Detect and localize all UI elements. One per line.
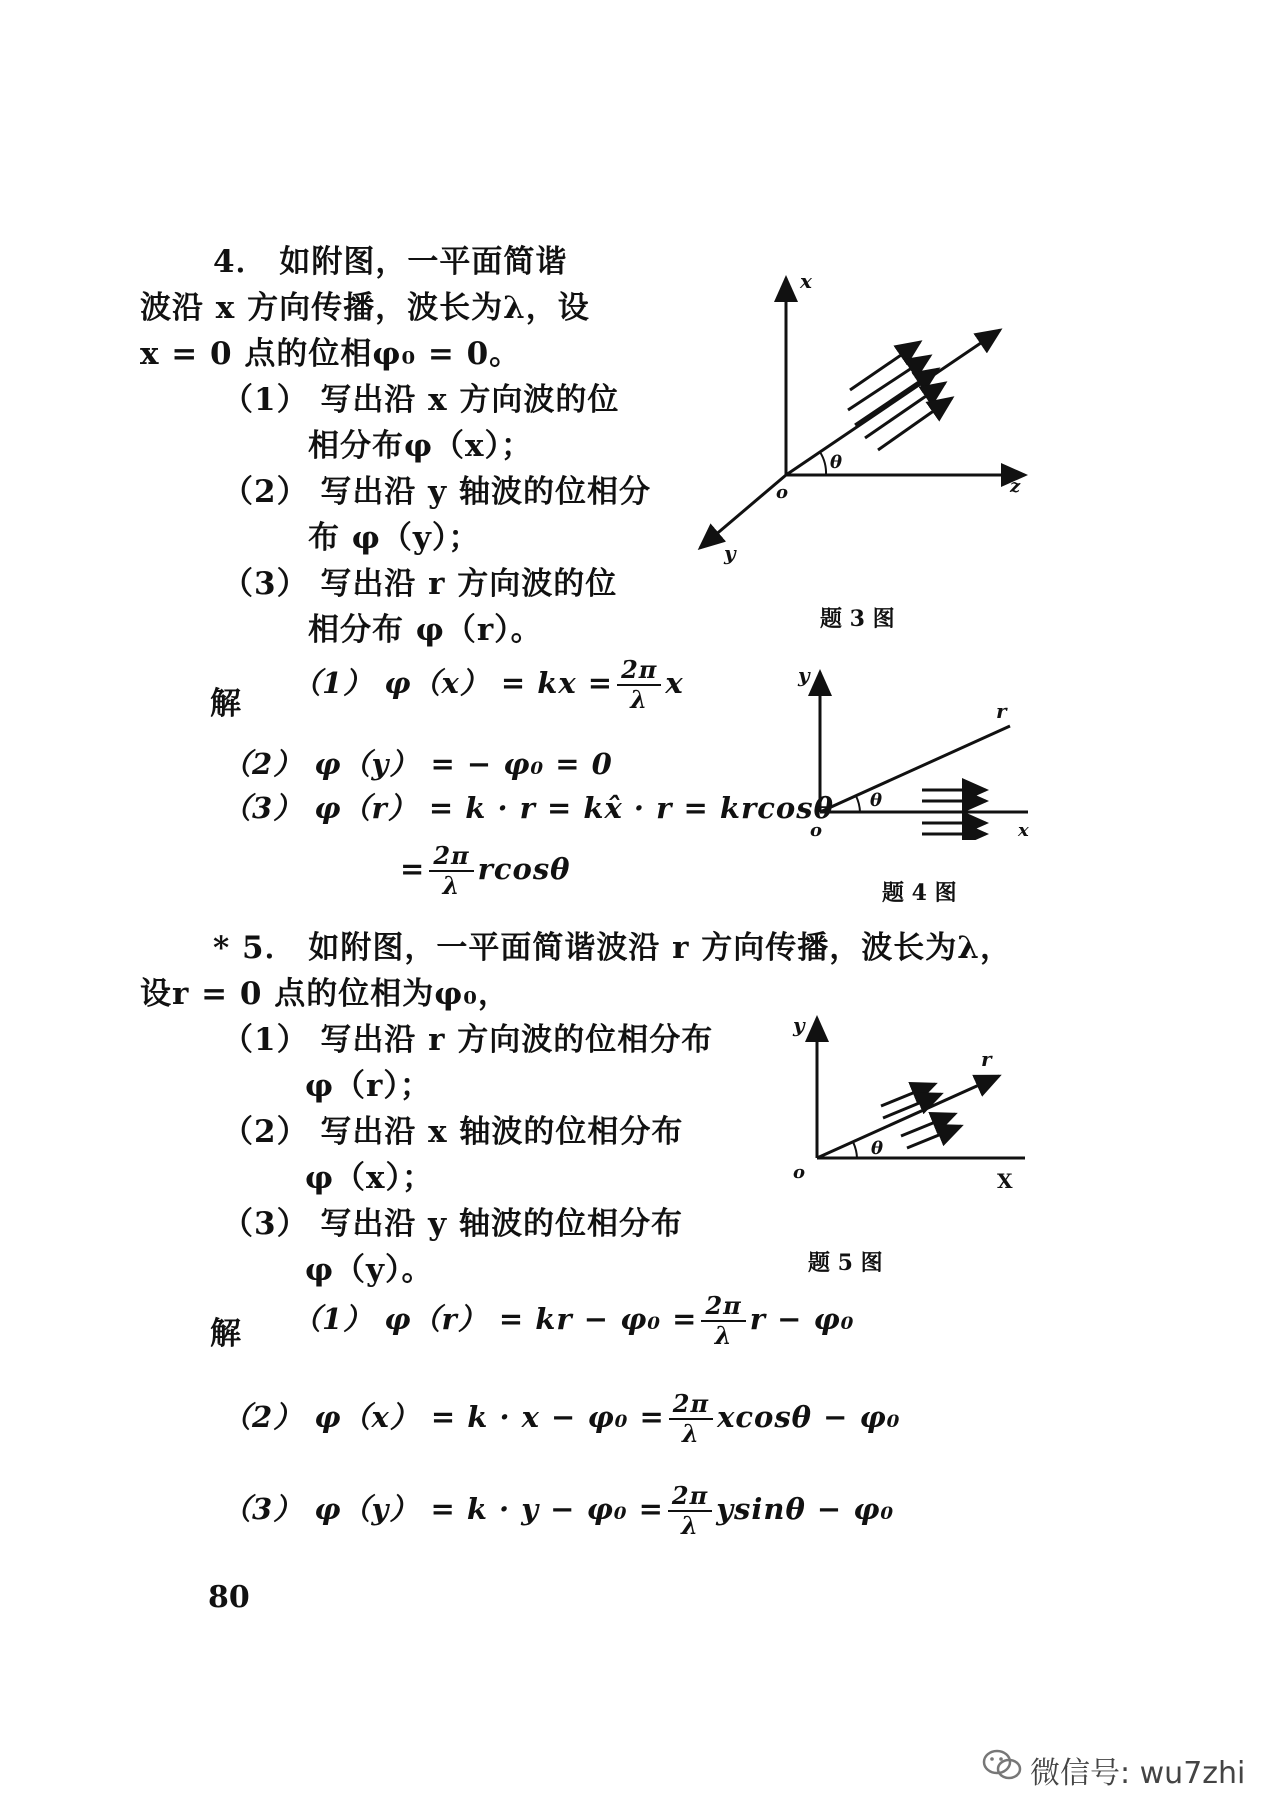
solution5-eq3-lhs: （3） φ（y） = k · y − φ₀ = (222, 1492, 664, 1526)
solution5-eq3 (222, 1481, 895, 1540)
problem5-q1a: （1） 写出沿 r 方向波的位相分布 (222, 1022, 714, 1058)
solution4-eq3: （3） φ（r） = k · r = kx̂ · r = krcosθ (222, 791, 834, 825)
solution5-eq1-rhs: r − φ₀ (749, 1302, 855, 1336)
figure-3-diagram (680, 270, 1060, 570)
problem4-q3a: （3） 写出沿 r 方向波的位 (222, 566, 618, 602)
fraction: $\frac{2\pi}{\lambda}$ (429, 844, 473, 898)
solution4-label: 解 (210, 686, 242, 722)
fig4-label-r: r (996, 699, 1007, 723)
problem5-line2: 设r = 0 点的位相为φ₀， (140, 976, 510, 1012)
fig5-label-y: y (793, 1013, 805, 1037)
problem4-q3b: 相分布 φ（r）。 (308, 612, 543, 648)
figure-5-diagram (785, 1010, 1045, 1190)
solution5-eq2 (222, 1389, 901, 1448)
fig5-label-r: r (981, 1047, 992, 1071)
fig4-label-o: o (810, 820, 823, 840)
fig4-caption: 题 4 图 (882, 880, 957, 906)
fig5-label-theta: θ (871, 1138, 884, 1159)
problem5-q3b: φ（y）。 (305, 1252, 434, 1288)
solution5-eq2-lhs: （2） φ（x） = k · x − φ₀ = (222, 1400, 665, 1434)
r-direction-line (820, 726, 1010, 812)
fraction: $\frac{2\pi}{\lambda}$ (669, 1392, 713, 1446)
solution4-eq2: （2） φ（y） = − φ₀ = 0 (222, 747, 613, 781)
r-direction-line (817, 1076, 999, 1158)
fig4-label-theta: θ (870, 790, 883, 811)
theta-arc (853, 1142, 857, 1158)
solution5-eq1-lhs: （1） φ（r） = kr − φ₀ = (292, 1302, 698, 1336)
r-direction-line (786, 330, 1000, 475)
fraction: $\frac{2\pi}{\lambda}$ (668, 1484, 712, 1538)
fraction: $\frac{2\pi}{\lambda}$ (617, 658, 661, 712)
wave-arrows (848, 342, 952, 450)
page-number: 80 (208, 1580, 250, 1615)
problem4-line2: 波沿 x 方向传播，波长为λ，设 (140, 290, 590, 326)
figure-4-diagram (790, 660, 1050, 840)
solution5-label: 解 (210, 1316, 242, 1352)
fig3-label-y: y (724, 541, 736, 565)
problem4-line1: 4． 如附图，一平面简谐 (213, 244, 568, 280)
solution5-eq2-rhs: xcosθ − φ₀ (717, 1400, 901, 1434)
solution4-eq1-lhs: （1） φ（x） = kx = (292, 666, 614, 700)
problem5-q2b: φ（x）； (305, 1160, 435, 1196)
fig4-label-y: y (798, 663, 810, 687)
problem5-q2a: （2） 写出沿 x 轴波的位相分布 (222, 1114, 684, 1150)
fig4-label-x: x (1018, 820, 1029, 840)
fraction: $\frac{2\pi}{\lambda}$ (701, 1294, 745, 1348)
theta-arc (856, 796, 860, 812)
problem4-q2b: 布 φ（y）； (308, 520, 481, 556)
wave-arrows (881, 1084, 961, 1148)
problem4-q1a: （1） 写出沿 x 方向波的位 (222, 382, 620, 418)
fig3-label-theta: θ (830, 452, 843, 473)
wechat-logo-icon (982, 1748, 1022, 1786)
solution4-eq1-rhs: x (665, 666, 684, 700)
problem5-q3a: （3） 写出沿 y 轴波的位相分布 (222, 1206, 683, 1242)
y-axis-line (700, 475, 789, 548)
fig3-label-x: x (800, 270, 812, 293)
solution5-eq1 (292, 1291, 855, 1350)
problem4-line3: x = 0 点的位相φ₀ = 0。 (140, 336, 522, 372)
problem5-q1b: φ（r）； (305, 1068, 432, 1104)
problem5-line1: * 5． 如附图，一平面简谐波沿 r 方向传播，波长为λ， (213, 930, 1013, 966)
solution4-eq4-rhs: rcosθ (477, 852, 571, 886)
fig5-caption: 题 5 图 (808, 1250, 883, 1276)
problem4-q2a: （2） 写出沿 y 轴波的位相分 (222, 474, 651, 510)
fig5-label-x: X (997, 1169, 1013, 1190)
solution4-eq4-lhs: = (400, 852, 426, 886)
solution4-eq4 (400, 841, 571, 900)
fig3-label-o: o (776, 482, 789, 503)
fig3-caption: 题 3 图 (820, 606, 895, 632)
solution4-eq1 (292, 655, 684, 714)
watermark-text: 微信号: wu7zhi (1030, 1756, 1246, 1791)
fig5-label-o: o (793, 1162, 806, 1183)
theta-arc (820, 452, 826, 475)
problem4-q1b: 相分布φ（x）； (308, 428, 534, 464)
solution5-eq3-rhs: ysinθ − φ₀ (716, 1492, 895, 1526)
fig3-label-z: z (1010, 476, 1021, 497)
